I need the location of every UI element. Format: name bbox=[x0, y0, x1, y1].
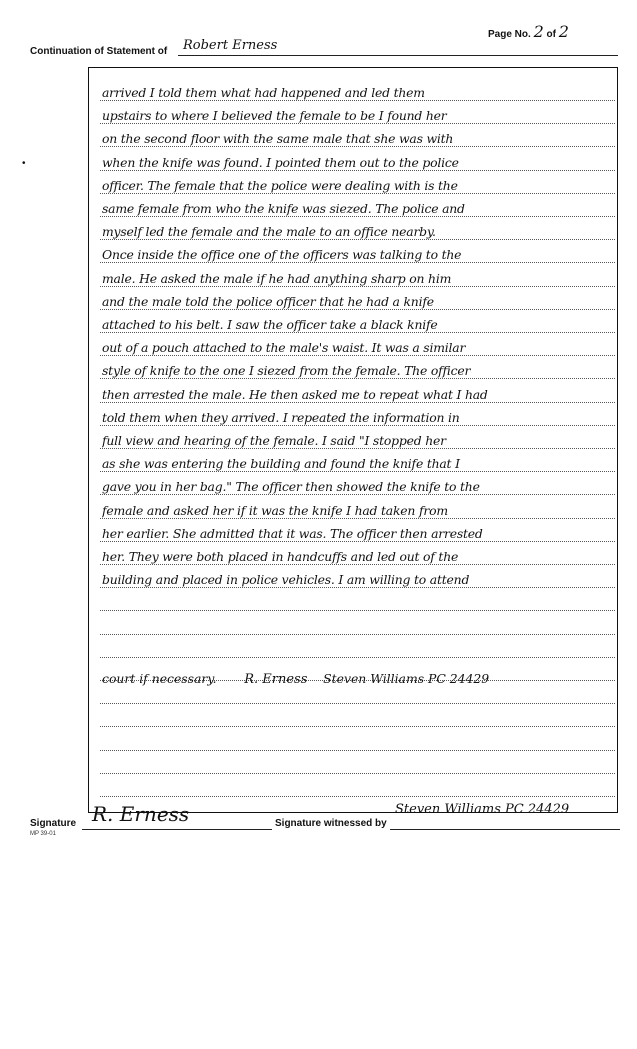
ruled-line bbox=[100, 262, 615, 263]
witness-label: Signature witnessed by bbox=[275, 818, 387, 829]
ruled-line bbox=[100, 146, 615, 147]
ruled-line bbox=[100, 657, 615, 658]
ruled-line bbox=[100, 355, 615, 356]
statement-line: arrived I told them what had happened and led them bbox=[102, 85, 425, 100]
statement-line: myself led the female and the male to an office nearby. bbox=[102, 224, 436, 240]
statement-line: full view and hearing of the female. I said "I stopped her bbox=[102, 433, 446, 448]
statement-line: male. He asked the male if he had anything sharp on him bbox=[102, 270, 452, 286]
ruled-line bbox=[100, 726, 615, 727]
ruled-line bbox=[100, 796, 615, 797]
ruled-line bbox=[100, 123, 615, 124]
ruled-line bbox=[100, 471, 615, 472]
statement-line: and the male told the police officer that he had a knife bbox=[102, 293, 434, 309]
statement-line: told them when they arrived. I repeated the information in bbox=[102, 409, 460, 425]
ruled-line bbox=[100, 309, 615, 310]
ruled-line bbox=[100, 518, 615, 519]
form-reference: MP 39-01 bbox=[30, 831, 56, 837]
ruled-line bbox=[100, 286, 615, 287]
statement-line: as she was entering the building and found the knife that I bbox=[102, 456, 460, 472]
statement-line: her. They were both placed in handcuffs and led out of the bbox=[102, 549, 459, 564]
ruled-line bbox=[100, 610, 615, 611]
ruled-line bbox=[100, 100, 615, 101]
witness-underline bbox=[390, 829, 620, 830]
signature-underline bbox=[82, 829, 272, 830]
statement-closing-line bbox=[102, 671, 614, 687]
statement-line: then arrested the male. He then asked me to repeat what I had bbox=[102, 386, 488, 402]
statement-line: gave you in her bag." The officer then showed the knife to the bbox=[102, 479, 480, 495]
witness-signature: Steven Williams PC 24429 bbox=[395, 802, 570, 817]
ruled-line bbox=[100, 703, 615, 704]
ruled-line bbox=[100, 494, 615, 495]
ruled-line bbox=[100, 425, 615, 426]
ruled-line bbox=[100, 239, 615, 240]
page-no-label: Page No. bbox=[488, 29, 531, 40]
statement-line: Once inside the office one of the officers was talking to the bbox=[102, 247, 462, 263]
closing-text: court if necessary. bbox=[102, 671, 217, 686]
page-number bbox=[488, 22, 569, 41]
ruled-line bbox=[100, 378, 615, 379]
statement-of-name: Robert Erness bbox=[183, 38, 278, 53]
statement-line: female and asked her if it was the knife I had taken from bbox=[102, 502, 448, 518]
ruled-line bbox=[100, 541, 615, 542]
ruled-line bbox=[100, 193, 615, 194]
margin-mark: • bbox=[22, 158, 26, 169]
statement-line: on the second floor with the same male that she was with bbox=[102, 131, 454, 147]
continuation-underline bbox=[178, 55, 618, 56]
ruled-line bbox=[100, 750, 615, 751]
ruled-line bbox=[100, 564, 615, 565]
statement-line: out of a pouch attached to the male's waist. It was a similar bbox=[102, 340, 466, 356]
statement-line: officer. The female that the police were dealing with is the bbox=[102, 177, 458, 193]
statement-line: when the knife was found. I pointed them out to the police bbox=[102, 154, 459, 170]
ruled-line bbox=[100, 402, 615, 403]
page-total-value: 2 bbox=[558, 22, 569, 41]
statement-line: same female from who the knife was siezed. The police and bbox=[102, 201, 465, 216]
continuation-label: Continuation of Statement of bbox=[30, 46, 168, 57]
statement-line: upstairs to where I believed the female to be I found her bbox=[102, 108, 447, 124]
ruled-line bbox=[100, 216, 615, 217]
ruled-line bbox=[100, 448, 615, 449]
statement-line: building and placed in police vehicles. I am willing to attend bbox=[102, 572, 470, 588]
ruled-line bbox=[100, 170, 615, 171]
inline-signature: R. Erness bbox=[244, 672, 308, 687]
page-of-label: of bbox=[546, 29, 556, 40]
ruled-line bbox=[100, 332, 615, 333]
statement-line: her earlier. She admitted that it was. The officer then arrested bbox=[102, 525, 483, 541]
signature-mark: R. Erness bbox=[92, 802, 190, 826]
statement-line: style of knife to the one I siezed from the female. The officer bbox=[102, 363, 471, 379]
inline-witness: Steven Williams PC 24429 bbox=[323, 671, 490, 686]
signature-label: Signature bbox=[30, 818, 77, 829]
ruled-line bbox=[100, 587, 615, 588]
ruled-line bbox=[100, 773, 615, 774]
statement-line: attached to his belt. I saw the officer take a black knife bbox=[102, 317, 438, 332]
page-number-value: 2 bbox=[533, 22, 544, 41]
ruled-line bbox=[100, 634, 615, 635]
